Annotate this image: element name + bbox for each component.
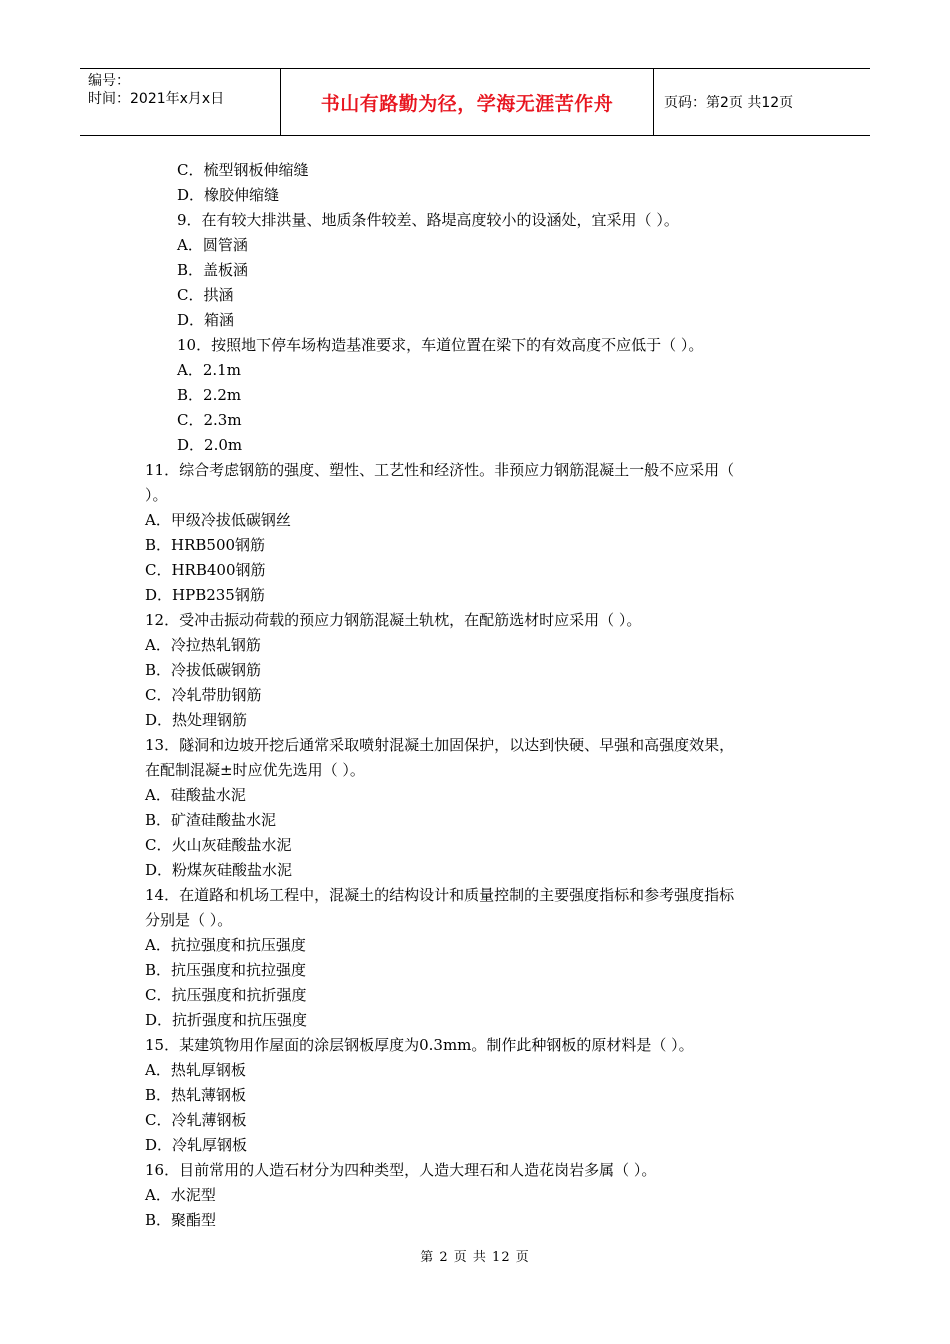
option-line: B．盖板涵 (177, 261, 249, 279)
option-line: B．矿渣硅酸盐水泥 (145, 811, 277, 829)
question-line: 11．综合考虑钢筋的强度、塑性、工艺性和经济性。非预应力钢筋混凝土一般不应采用（ (145, 461, 735, 479)
option-line: C．火山灰硅酸盐水泥 (145, 836, 292, 854)
question-continuation: 在配制混凝±时应优先选用（ ）。 (145, 761, 365, 779)
option-line: D．热处理钢筋 (145, 711, 248, 729)
page-header (80, 68, 870, 136)
time-label: 时间：2021年x月x日 (88, 91, 225, 107)
option-line: D．抗折强度和抗压强度 (145, 1011, 308, 1029)
option-line: A．2.1m (177, 361, 241, 379)
option-line: D．橡胶伸缩缝 (177, 186, 280, 204)
page-footer (0, 1246, 950, 1265)
question-line: 16．目前常用的人造石材分为四种类型，人造大理石和人造花岗岩多属（ ）。 (145, 1161, 657, 1179)
number-label: 编号： (88, 73, 130, 89)
question-continuation: ）。 (145, 486, 168, 504)
option-line: C．2.3m (177, 411, 242, 429)
option-line: A．水泥型 (145, 1186, 216, 1204)
option-line: C．HRB400钢筋 (145, 561, 266, 579)
header-page-info: 页码：第2页 共12页 (664, 95, 794, 111)
option-line: B．HRB500钢筋 (145, 536, 266, 554)
question-line: 10．按照地下停车场构造基准要求，车道位置在梁下的有效高度不应低于（ ）。 (177, 336, 704, 354)
header-motto: 书山有路勤为径，学海无涯苦作舟 (320, 92, 614, 115)
option-line: A．硅酸盐水泥 (145, 786, 246, 804)
question-line: 14．在道路和机场工程中，混凝土的结构设计和质量控制的主要强度指标和参考强度指标 (145, 886, 735, 904)
option-line: B．抗压强度和抗拉强度 (145, 961, 307, 979)
option-line: C．抗压强度和抗折强度 (145, 986, 307, 1004)
option-line: D．HPB235钢筋 (145, 586, 265, 604)
option-line: D．粉煤灰硅酸盐水泥 (145, 861, 293, 879)
header-motto-cell (281, 69, 654, 135)
question-line: 9．在有较大排洪量、地质条件较差、路堤高度较小的设涵处，宜采用（ ）。 (177, 211, 679, 229)
option-line: C．冷轧带肋钢筋 (145, 686, 262, 704)
option-line: D．箱涵 (177, 311, 235, 329)
option-line: D．冷轧厚钢板 (145, 1136, 248, 1154)
option-line: B．聚酯型 (145, 1211, 217, 1229)
option-line: A．甲级冷拔低碳钢丝 (145, 511, 291, 529)
option-line: C．梳型钢板伸缩缝 (177, 161, 309, 179)
option-line: C．拱涵 (177, 286, 234, 304)
question-line: 12．受冲击振动荷载的预应力钢筋混凝土轨枕，在配筋选材时应采用（ ）。 (145, 611, 642, 629)
question-line: 13．隧洞和边坡开挖后通常采取喷射混凝土加固保护，以达到快硬、早强和高强度效果， (145, 736, 735, 754)
option-line: A．冷拉热轧钢筋 (145, 636, 261, 654)
header-meta (80, 69, 281, 135)
option-line: A．热轧厚钢板 (145, 1061, 246, 1079)
option-line: D．2.0m (177, 436, 243, 454)
question-continuation: 分别是（ ）。 (145, 911, 233, 929)
option-line: C．冷轧薄钢板 (145, 1111, 247, 1129)
header-page-info-cell (654, 69, 870, 135)
option-line: A．抗拉强度和抗压强度 (145, 936, 306, 954)
question-line: 15．某建筑物用作屋面的涂层钢板厚度为0.3mm。制作此种钢板的原材料是（ ）。 (145, 1036, 694, 1054)
option-line: B．冷拔低碳钢筋 (145, 661, 262, 679)
option-line: A．圆管涵 (177, 236, 248, 254)
option-line: B．2.2m (177, 386, 242, 404)
option-line: B．热轧薄钢板 (145, 1086, 247, 1104)
footer-page-number: 第 2 页 共 12 页 (420, 1250, 530, 1265)
